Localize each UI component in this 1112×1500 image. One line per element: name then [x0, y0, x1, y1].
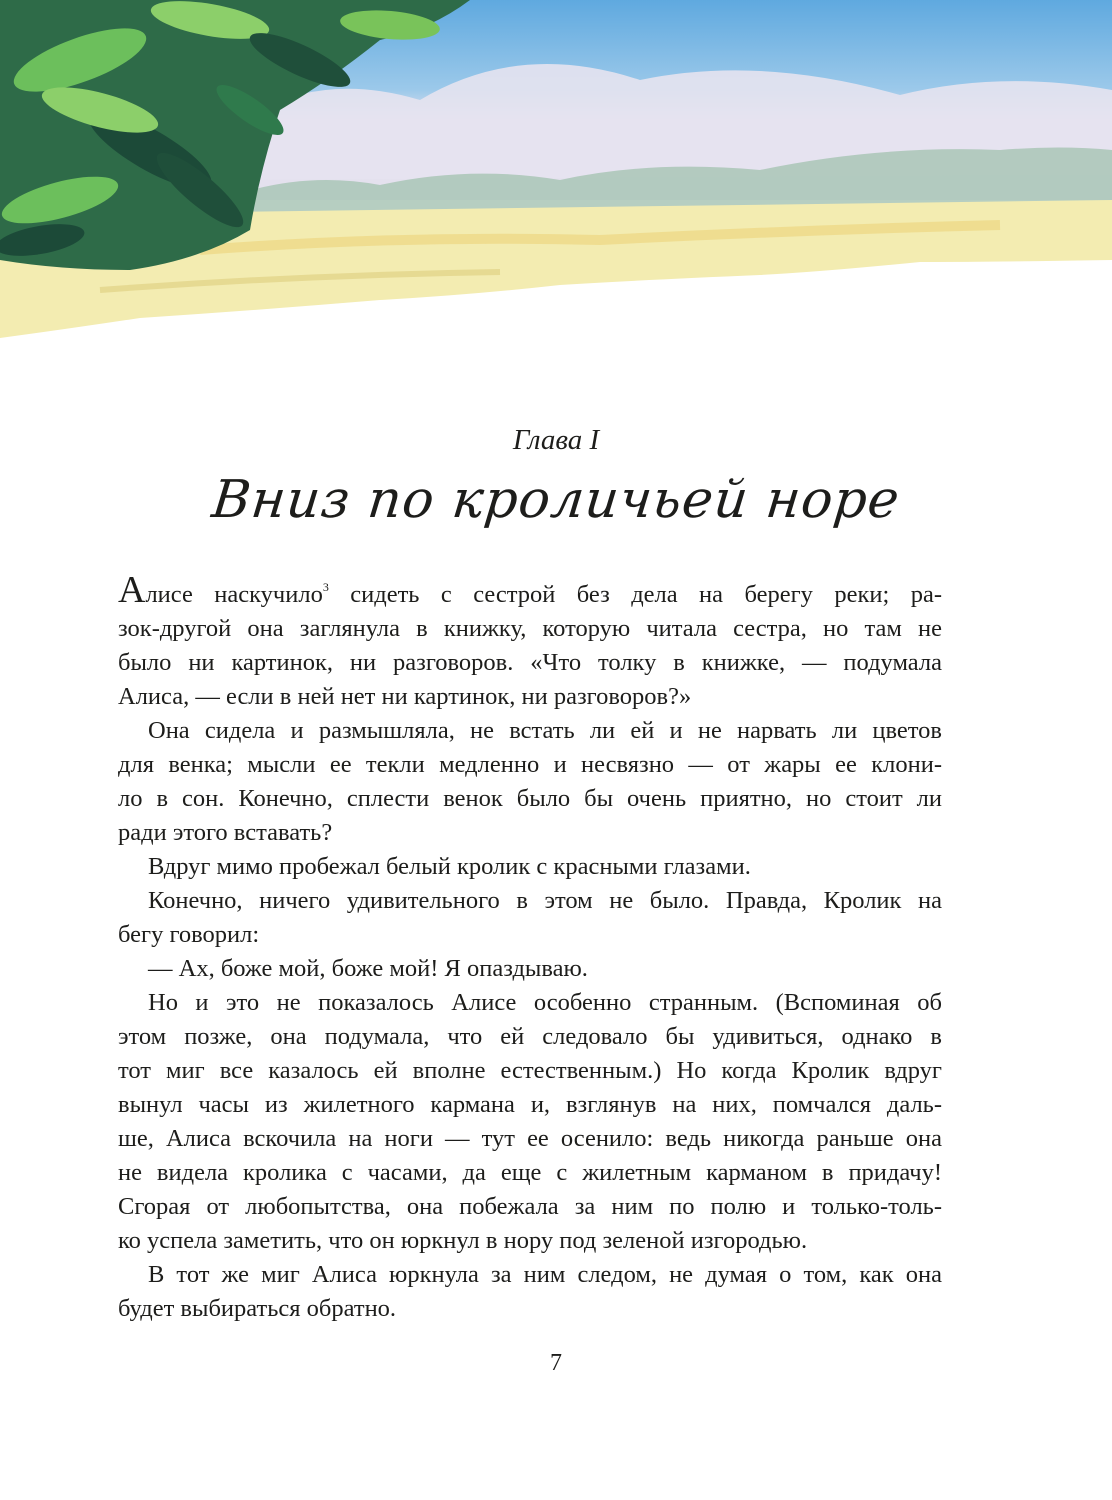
paragraph-line: было ни картинок, ни разговоров. «Что толку в книжке, — подумала [118, 649, 942, 676]
paragraph-line: Она сидела и размышляла, не встать ли ей и не нарвать ли цветов [148, 717, 942, 744]
footnote-reference[interactable]: 3 [322, 580, 329, 594]
paragraph-line: ло в сон. Конечно, сплести венок было бы очень приятно, но стоит ли [118, 785, 942, 812]
chapter-title: Вниз по кроличьей норе [209, 470, 903, 530]
chapter-label: Глава I [512, 424, 600, 456]
paragraph-line: вынул часы из жилетного кармана и, взглянув на них, помчался даль- [118, 1091, 942, 1118]
paragraph-line: зок-другой она заглянула в книжку, которую читала сестра, но там не [118, 615, 942, 642]
page-number: 7 [550, 1350, 562, 1376]
paragraph-line: Вдруг мимо пробежал белый кролик с красными глазами. [148, 853, 751, 880]
landscape-illustration [0, 0, 1112, 340]
paragraph-line: этом позже, она подумала, что ей следовало бы удивиться, однако в [118, 1023, 942, 1050]
paragraph-line: бегу говорил: [118, 921, 260, 948]
paragraph-line: будет выбираться обратно. [118, 1295, 397, 1322]
paragraph-line: Алиса, — если в ней нет ни картинок, ни разговоров?» [118, 683, 692, 710]
paragraph-line: Сгорая от любопытства, она побежала за ним по полю и только-толь- [118, 1193, 942, 1220]
paragraph-line: тот миг все казалось ей вполне естественным.) Но когда Кролик вдруг [118, 1057, 942, 1084]
paragraph-line: ше, Алиса вскочила на ноги — тут ее осенило: ведь никогда раньше она [118, 1125, 942, 1152]
paragraph-line: Алисе наскучило$^3$ сидеть с сестрой без дела на берегу реки; ра- [118, 569, 942, 611]
paragraph-line: ко успела заметить, что он юркнул в нору под зеленой изгородью. [118, 1227, 808, 1254]
paragraph-line: ради этого вставать? [118, 819, 333, 846]
paragraph-line: Но и это не показалось Алисе особенно странным. (Вспоминая об [148, 989, 942, 1016]
drop-cap: А [118, 569, 146, 611]
chapter-body [118, 569, 942, 1326]
paragraph-line: В тот же миг Алиса юркнула за ним следом, не думая о том, как она [148, 1261, 942, 1288]
paragraph-line: Конечно, ничего удивительного в этом не было. Правда, Кролик на [148, 887, 942, 914]
paragraph-line: для венка; мысли ее текли медленно и несвязно — от жары ее клони- [118, 751, 942, 778]
paragraph-line: не видела кролика с часами, да еще с жилетным карманом в придачу! [118, 1159, 942, 1186]
dialogue-line: — Ах, боже мой, боже мой! Я опаздываю. [148, 955, 588, 982]
